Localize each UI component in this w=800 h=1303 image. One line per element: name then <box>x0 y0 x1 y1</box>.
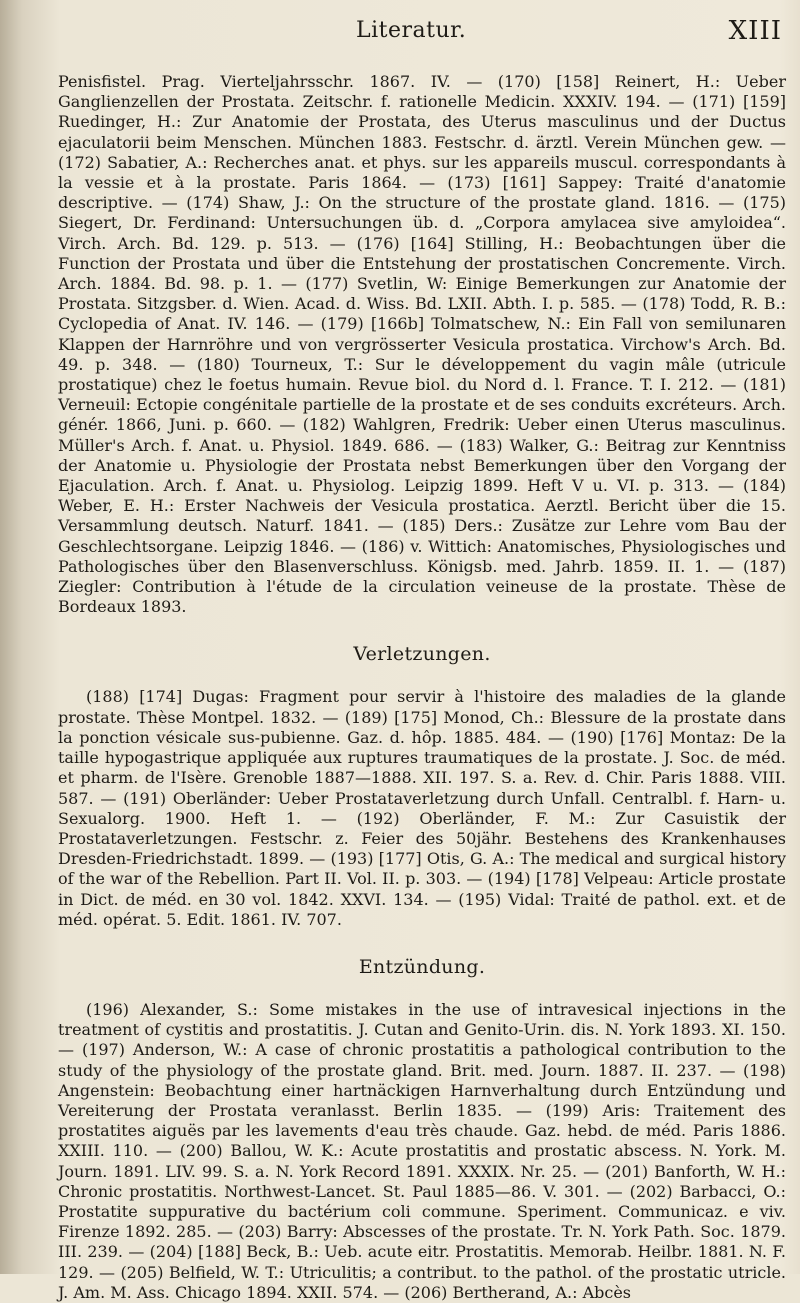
page-number: XIII <box>728 16 782 46</box>
section-heading-entzuendung: Entzündung. <box>358 955 486 978</box>
page-body <box>58 72 786 1303</box>
page-header <box>0 14 800 54</box>
running-title: Literatur. <box>356 18 467 43</box>
section-heading-verletzungen: Verletzungen. <box>353 643 491 666</box>
bibliography-paragraph-verletzungen: (188) [174] Dugas: Fragment pour servir à l'histoire des maladies de la glande prostate. Thèse Montpel. 1832. — (189) [175] Monod, Ch.: Blessure de la prostate dans la ponction vésicale sus-pubienne. Gaz. d. hôp. 1885. 484. — (190) [176] Montaz: De la taille hypogastrique appliquée aux ruptures traumatiques de la prostate. J. Soc. de méd. et pharm. de l'Isère. Grenoble 1887—1888. XII. 197. S. a. Rev. d. Chir. Paris 1888. VIII. 587. — (191) Oberländer: Ueber Prostataverletzung durch Unfall. Centralbl. f. Harn- u. Sexualorg. 1900. Heft 1. — (192) Oberländer, F. M.: Zur Casuistik der Prostataverletzungen. Festschr. z. Feier des 50jähr. Bestehens des Krankenhauses Dresden-Friedrichstadt. 1899. — (193) [177] Otis, G. A.: The medical and surgical history of the war of the Rebellion. Part II. Vol. II. p. 303. — (194) [178] Velpeau: Article prostate in Dict. de méd. en 30 vol. 1842. XXVI. 134. — (195) Vidal: Traité de pathol. ext. et de méd. opérat. 5. Edit. 1861. IV. 707. <box>58 687 786 929</box>
bibliography-paragraph-anatomy-continued: Penisfistel. Prag. Vierteljahrsschr. 1867. IV. — (170) [158] Reinert, H.: Ueber Ganglienzellen der Prostata. Zeitschr. f. rationelle Medicin. XXXIV. 194. — (171) [159] Ruedinger, H.: Zur Anatomie der Prostata, des Uterus masculinus und der Ductus ejaculatorii beim Menschen. München 1883. Festschr. d. ärztl. Verein München gew. — (172) Sabatier, A.: Recherches anat. et phys. sur les appareils muscul. correspondants à la vessie et à la prostate. Paris 1864. — (173) [161] Sappey: Traité d'anatomie descriptive. — (174) Shaw, J.: On the structure of the prostate gland. 1816. — (175) Siegert, Dr. Ferdinand: Untersuchungen üb. d. „Corpora amylacea sive amyloidea“. Virch. Arch. Bd. 129. p. 513. — (176) [164] Stilling, H.: Beobachtungen über die Function der Prostata und über die Entstehung der prostatischen Concremente. Virch. Arch. 1884. Bd. 98. p. 1. — (177) Svetlin, W: Einige Bemerkungen zur Anatomie der Prostata. Sitzgsber. d. Wien. Acad. d. Wiss. Bd. LXII. Abth. I. p. 585. — (178) Todd, R. B.: Cyclopedia of Anat. IV. 146. — (179) [166b] Tolmatschew, N.: Ein Fall von semilunaren Klappen der Harnröhre und von vergrösserter Vesicula prostatica. Virchow's Arch. Bd. 49. p. 348. — (180) Tourneux, T.: Sur le développement du vagin mâle (utricule prostatique) chez le foetus humain. Revue biol. du Nord d. l. France. T. I. 212. — (181) Verneuil: Ectopie congénitale partielle de la prostate et de ses conduits excréteurs. Arch. génér. 1866, Juni. p. 660. — (182) Wahlgren, Fredrik: Ueber einen Uterus masculinus. Müller's Arch. f. Anat. u. Physiol. 1849. 686. — (183) Walker, G.: Beitrag zur Kenntniss der Anatomie u. Physiologie der Prostata nebst Bemerkungen über den Vorgang der Ejaculation. Arch. f. Anat. u. Physiolog. Leipzig 1899. Heft V u. VI. p. 313. — (184) Weber, E. H.: Erster Nachweis der Vesicula prostatica. Aerztl. Bericht über die 15. Versammlung deutsch. Naturf. 1841. — (185) Ders.: Zusätze zur Lehre vom Bau der Geschlechtsorgane. Leipzig 1846. — (186) v. Wittich: Anatomisches, Physiologisches und Pathologisches über den Blasenverschluss. Königsb. med. Jahrb. 1859. II. 1. — (187) Ziegler: Contribution à l'étude de la circulation veineuse de la prostate. Thèse de Bordeaux 1893. <box>58 72 786 617</box>
bibliography-paragraph-entzuendung: (196) Alexander, S.: Some mistakes in the use of intravesical injections in the treatment of cystitis and prostatitis. J. Cutan and Genito-Urin. dis. N. York 1893. XI. 150. — (197) Anderson, W.: A case of chronic prostatitis a pathological contribution to the study of the physiology of the prostate gland. Brit. med. Journ. 1887. II. 237. — (198) Angenstein: Beobachtung einer hartnäckigen Harnverhaltung durch Entzündung und Vereiterung der Prostata veranlasst. Berlin 1835. — (199) Aris: Traitement des prostatites aiguës par les lavements d'eau très chaude. Gaz. hebd. de méd. Paris 1886. XXIII. 110. — (200) Ballou, W. K.: Acute prostatitis and prostatic abscess. N. York. M. Journ. 1891. LIV. 99. S. a. N. York Record 1891. XXXIX. Nr. 25. — (201) Banforth, W. H.: Chronic prostatitis. Northwest-Lancet. St. Paul 1885—86. V. 301. — (202) Barbacci, O.: Prostatite suppurative du bactérium coli commune. Speriment. Communicaz. e viv. Firenze 1892. 285. — (203) Barry: Abscesses of the prostate. Tr. N. York Path. Soc. 1879. III. 239. — (204) [188] Beck, B.: Ueb. acute eitr. Prostatitis. Memorab. Heilbr. 1881. N. F. 129. — (205) Belfield, W. T.: Utriculitis; a contribut. to the pathol. of the prostatic utricle. J. Am. M. Ass. Chicago 1894. XXII. 574. — (206) Bertherand, A.: Abcès <box>58 999 786 1302</box>
